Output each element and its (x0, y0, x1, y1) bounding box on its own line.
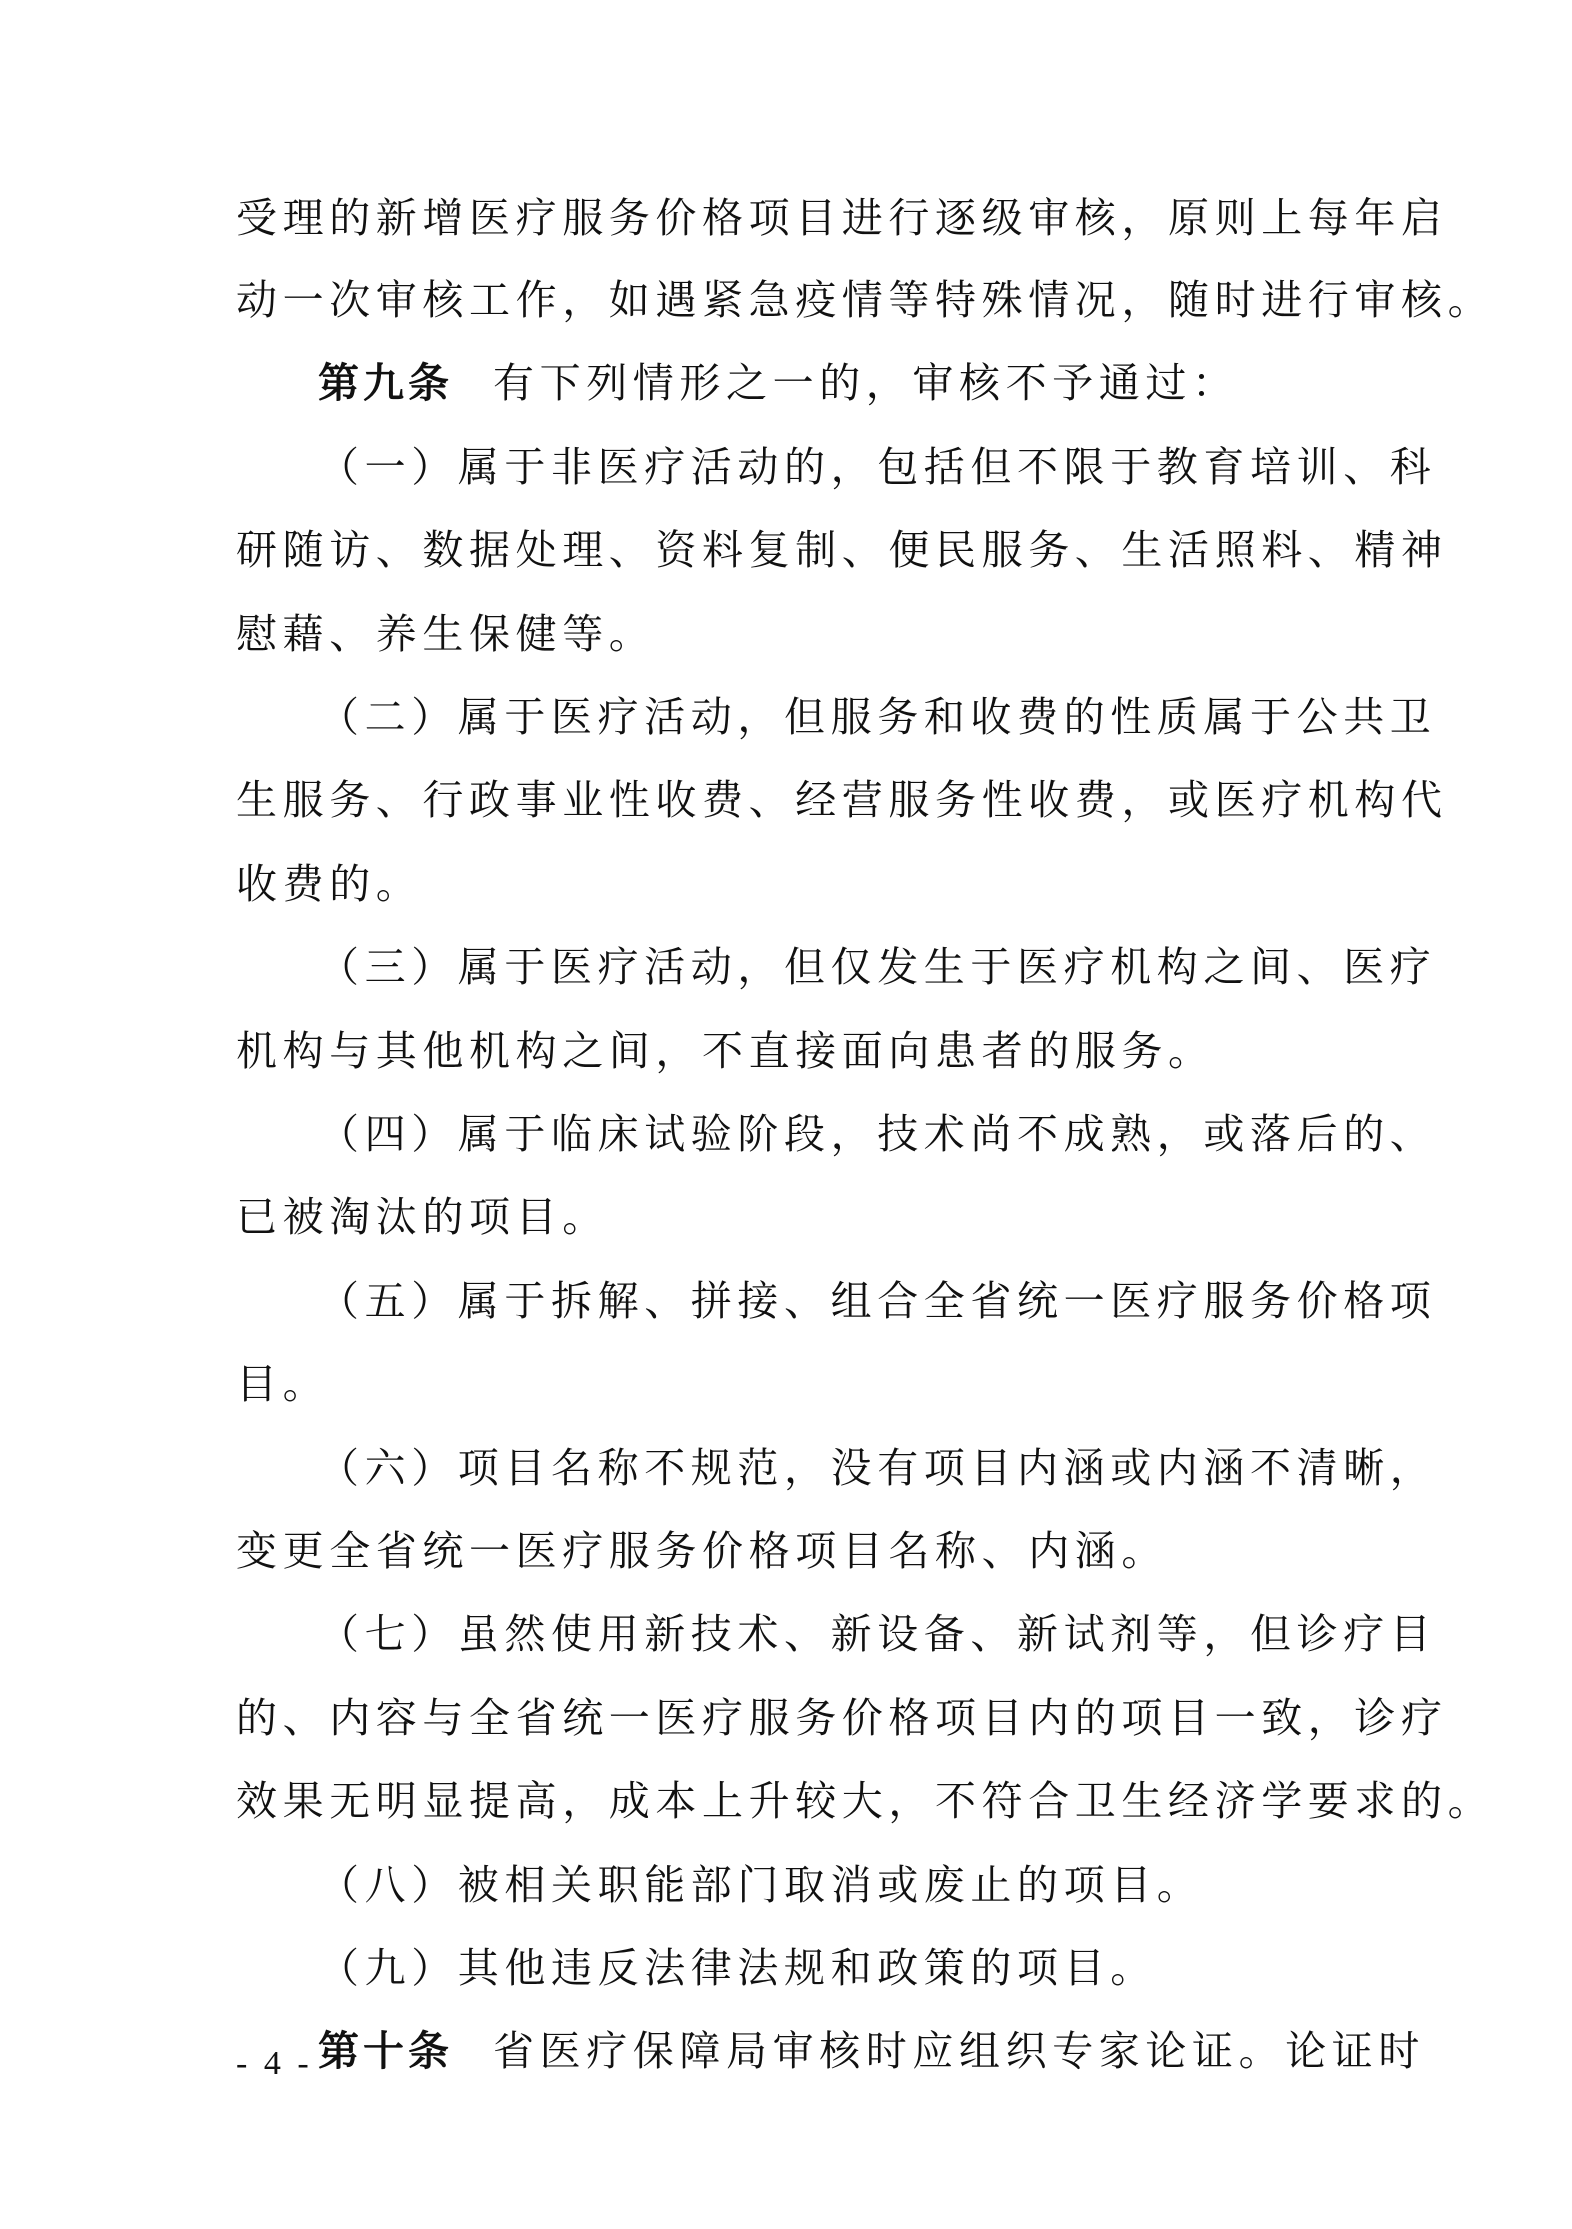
article-10-text: 省医疗保障局审核时应组织专家论证。论证时 (493, 2027, 1425, 2075)
clause-5: （五）属于拆解、拼接、组合全省统一医疗服务价格项 (318, 1277, 1437, 1325)
text-line: 生服务、行政事业性收费、经营服务性收费，或医疗机构代 (236, 776, 1448, 824)
clause-6: （六）项目名称不规范，没有项目内涵或内涵不清晰， (318, 1444, 1437, 1492)
article-10 (318, 2026, 1425, 2076)
text-line: 目。 (236, 1360, 330, 1408)
clause-7: （七）虽然使用新技术、新设备、新试剂等，但诊疗目 (318, 1610, 1437, 1658)
text-line: 动一次审核工作，如遇紧急疫情等特殊情况，随时进行审核。 (236, 276, 1495, 324)
clause-9: （九）其他违反法律法规和政策的项目。 (318, 1944, 1157, 1992)
text-line: 效果无明显提高，成本上升较大，不符合卫生经济学要求的。 (236, 1777, 1495, 1825)
article-9 (318, 358, 1239, 408)
clause-1: （一）属于非医疗活动的，包括但不限于教育培训、科 (318, 443, 1437, 491)
article-10-heading: 第十条 (318, 2027, 453, 2075)
text-line: 已被淘汰的项目。 (236, 1193, 609, 1241)
clause-3: （三）属于医疗活动，但仅发生于医疗机构之间、医疗 (318, 943, 1437, 991)
article-9-text: 有下列情形之一的，审核不予通过： (493, 359, 1239, 407)
clause-4: （四）属于临床试验阶段，技术尚不成熟，或落后的、 (318, 1110, 1437, 1158)
article-9-heading: 第九条 (318, 359, 453, 407)
text-line: 变更全省统一医疗服务价格项目名称、内涵。 (236, 1527, 1168, 1575)
text-line: 慰藉、养生保健等。 (236, 610, 656, 658)
clause-8: （八）被相关职能部门取消或废止的项目。 (318, 1861, 1204, 1909)
text-line: 研随访、数据处理、资料复制、便民服务、生活照料、精神 (236, 526, 1448, 574)
text-line: 机构与其他机构之间，不直接面向患者的服务。 (236, 1027, 1215, 1075)
clause-2: （二）属于医疗活动，但服务和收费的性质属于公共卫 (318, 693, 1437, 741)
text-line: 的、内容与全省统一医疗服务价格项目内的项目一致，诊疗 (236, 1694, 1448, 1742)
text-line: 收费的。 (236, 860, 423, 908)
page-number: - 4 - (236, 2045, 313, 2082)
text-line: 受理的新增医疗服务价格项目进行逐级审核，原则上每年启 (236, 194, 1448, 242)
